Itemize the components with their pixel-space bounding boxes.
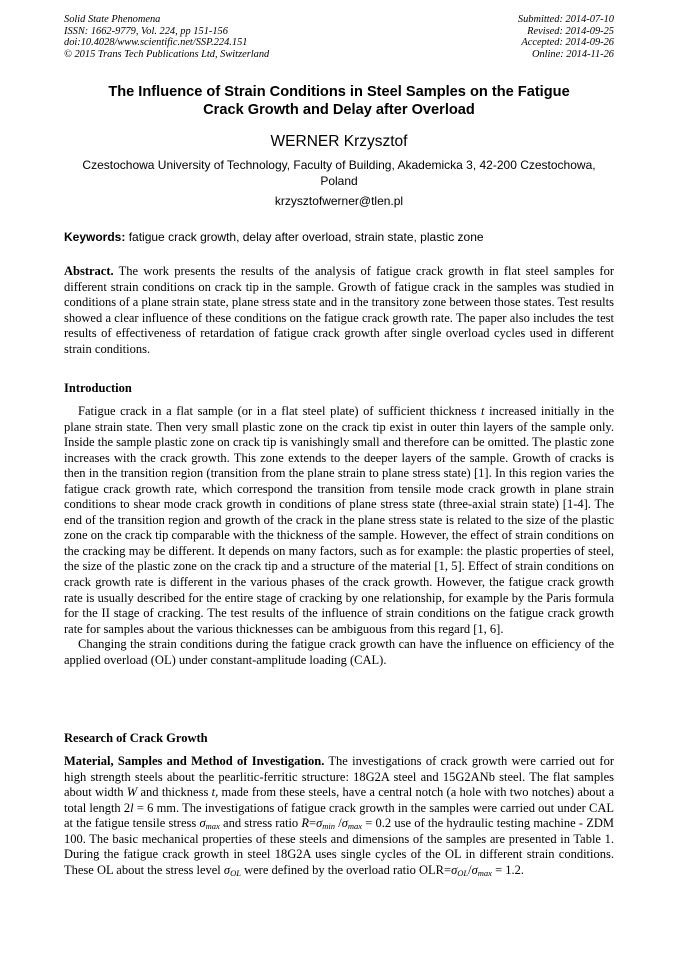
accepted-date: Accepted: 2014-09-26 — [521, 37, 614, 49]
introduction-paragraph — [64, 404, 614, 637]
affiliation-line: Czestochowa University of Technology, Faculty of Building, Akademicka 3, 42-200 Czestochowa, — [82, 158, 596, 172]
sigma-symbol: σ — [199, 816, 206, 831]
equals-sign: = — [309, 816, 317, 831]
text-run: were defined by the overload ratio OLR= — [244, 862, 452, 877]
subsection-label: Material, Samples and Method of Investigation. — [64, 754, 325, 768]
sigma-symbol: σ — [471, 862, 478, 877]
research-heading: Research of Crack Growth — [64, 731, 208, 745]
sigma-symbol: σ — [316, 816, 323, 831]
text-run: and stress ratio — [223, 816, 299, 831]
author-email: krzysztofwerner@tlen.pl — [274, 194, 404, 208]
subscript-max: max — [205, 821, 220, 832]
variable-l: l — [130, 800, 134, 815]
variable-R: R — [301, 816, 310, 831]
text-run: = 6 mm. The investigations of fatigue crack growth in the samples were carried out under CAL at the fatigue tensile stress — [64, 800, 615, 831]
text-run: increased initially in the plane strain state. Then very small plastic zone on the crack tip exist in outer thin layers of the sample only. Inside the sample plastic zone on crack tip is vanishingly small and therefore can be omitted. The plastic zone increases with the crack growth. This zone extends to the deeper layers of the sample. Growth of cracks is then in the transition region (transition from the plane strain to plane stress state) [1]. In this region varies the fatigue crack growth rate, which correspond the transition from tensile mode crack growth in plane strain conditions to shear mode crack growth in conditions of plane stress state (three-axial strain state) [1-4]. The end of the transition region and growth of the crack in the plane stress state is related to the size of the plastic zone on the crack tip comparable with the thickness of the sample. However, the effect of strain conditions on the cracking may be different. It depends on many factors, such as for example: the plastic properties of steel, the size of the plastic zone on the crack tip and a structure of the material [1, 5]. Effect of strain conditions on crack growth rate is different in the various phases of the crack growth. However, the fatigue crack growth rate is usually described for the entire stage of cracking by one relationship, for example by the Paris formula for the II stage of cracking. The test results of the influence of strain conditions on the fatigue crack growth rate for samples about the various thicknesses can be ambiguous from this regard [1, 6]. — [64, 404, 615, 636]
online-date: Online: 2014-11-26 — [531, 48, 614, 60]
abstract-label: Abstract. — [64, 264, 114, 278]
sigma-symbol: σ — [223, 862, 231, 877]
journal-name: Solid State Phenomena — [64, 14, 161, 25]
publication-dates — [518, 14, 614, 60]
abstract — [64, 264, 614, 357]
sigma-symbol: σ — [341, 816, 348, 831]
issn-line: ISSN: 1662-9779, Vol. 224, pp 151-156 — [64, 25, 228, 37]
slash-sign: / — [338, 816, 342, 831]
variable-t: t — [211, 785, 216, 800]
slash-sign: / — [468, 862, 472, 877]
keywords-text: fatigue crack growth, delay after overload, strain state, plastic zone — [128, 230, 484, 244]
text-run: , made from these steels, have a central notch (a hole with two notches) about a total length 2 — [64, 785, 615, 815]
abstract-text: The work presents the results of the analysis of fatigue crack growth in flat steel samples for different strain conditions on crack tip in the sample. Growth of fatigue crack in the samples was studied in conditions of a plane strain state, plane stress state and in the transitory zone between those states. Test results showed a clear influence of these conditions on the fatigue crack growth rate. The paper also includes the test results of effectiveness of retardation of fatigue crack growth after single overload cycles used in different strain conditions. — [64, 264, 614, 356]
revised-date: Revised: 2014-09-25 — [527, 25, 614, 37]
doi-line: doi:10.4028/www.scientific.net/SSP.224.151 — [64, 37, 248, 49]
text-run: Fatigue crack in a flat sample (or in a flat steel plate) of sufficient thickness — [78, 404, 477, 418]
materials-paragraph — [64, 754, 614, 878]
introduction-body — [64, 404, 614, 668]
variable-t: t — [480, 404, 485, 418]
affiliation — [64, 157, 614, 189]
title-line: Crack Growth and Delay after Overload — [203, 102, 475, 118]
paper-title — [64, 83, 614, 119]
author-name: WERNER Krzysztof — [270, 133, 408, 150]
introduction-paragraph: Changing the strain conditions during the fatigue crack growth can have the influence on efficiency of the applied overload (OL) under constant-amplitude loading (CAL). — [64, 637, 614, 667]
subscript-max: max — [477, 867, 492, 878]
text-run: The investigations of crack growth were carried out for high strength steels about the pearlitic-ferritic structure: 18G2A steel and 15G2ANb steel. The flat samples about width — [64, 754, 614, 800]
text-run: = 1.2. — [495, 862, 524, 877]
subscript-min: min — [322, 821, 336, 832]
subscript-OL: OL — [457, 867, 469, 878]
affiliation-line: Poland — [320, 174, 358, 188]
copyright-line: © 2015 Trans Tech Publications Ltd, Switzerland — [64, 48, 270, 60]
text-run: = 0.2 use of the hydraulic testing machine - ZDM 100. The basic mechanical properties of these steels and dimensions of the samples are presented in Table 1. During the fatigue crack growth in steel 18G2A uses single cycles of the OL in different strain conditions. These OL about the stress level — [64, 816, 615, 877]
journal-info — [64, 14, 269, 60]
keywords-label: Keywords: — [64, 230, 126, 244]
title-line: The Influence of Strain Conditions in Steel Samples on the Fatigue — [108, 84, 570, 100]
subscript-OL: OL — [230, 867, 241, 878]
subscript-max: max — [347, 821, 363, 832]
sigma-symbol: σ — [451, 862, 458, 877]
keywords — [64, 229, 614, 245]
introduction-heading: Introduction — [64, 381, 132, 395]
submitted-date: Submitted: 2014-07-10 — [517, 14, 614, 25]
variable-W: W — [126, 785, 138, 800]
text-run: and thickness — [140, 785, 209, 800]
